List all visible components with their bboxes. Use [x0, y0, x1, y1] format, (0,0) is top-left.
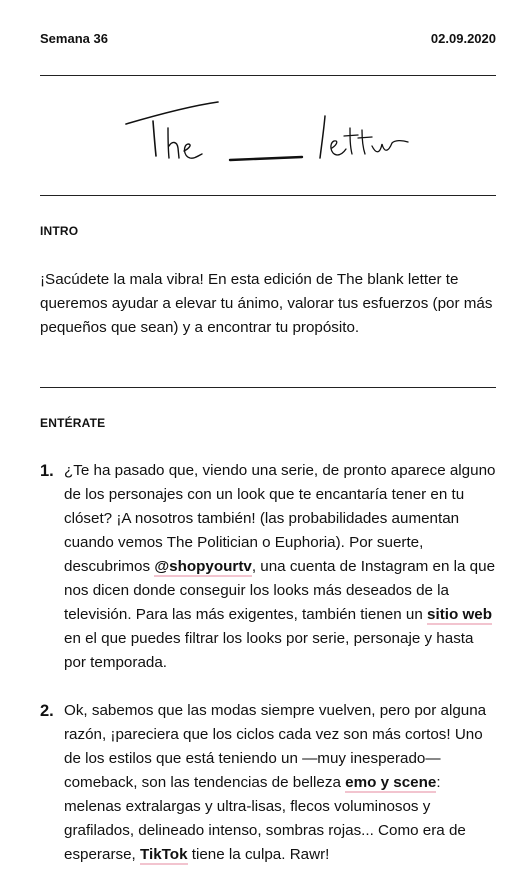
enterate-heading: ENTÉRATE — [40, 416, 106, 430]
intro-divider — [40, 387, 496, 388]
item-number: 1. — [40, 462, 54, 480]
sitio-web-link[interactable]: sitio web — [427, 606, 493, 623]
item-number: 2. — [40, 702, 54, 720]
intro-paragraph: ¡Sacúdete la mala vibra! En esta edición de The blank letter te queremos ayudar a elevar tu ánimo, valorar tus esfuerzos (por más pequeños que sean) y a encontrar tu propósito. — [40, 271, 493, 336]
item-text: ¿Te ha pasado que, viendo una serie, de pronto aparece alguno de los personajes con un look que te encantaría tener en tu clóset? ¡A nosotros también! (las probabilidades aumentan cuando vemos The Politician o Euphoria). Por suerte, descubrimos @shopyourtv, una cuenta de Instagram en la que nos dicen donde conseguir los looks más deseados de la televisión. Para las más exigentes, también tienen un sitio web en el que puedes filtrar los looks por serie, personaje y hasta por temporada. — [64, 462, 496, 671]
emo-y-scene-link[interactable]: emo y scene — [345, 774, 437, 791]
week-label: Semana 36 — [40, 31, 108, 46]
header-meta — [40, 31, 496, 47]
shopyourtv-link[interactable]: @shopyourtv — [154, 558, 252, 575]
tiktok-link[interactable]: TikTok — [139, 846, 188, 863]
top-divider — [40, 75, 496, 76]
the-blank-letter-logo — [120, 96, 420, 176]
item-text: Ok, sabemos que las modas siempre vuelven, pero por alguna razón, ¡pareciera que los ciclos cada vez son más cortos! Uno de los estilos que está teniendo un —muy inesperado— comeback, son las tendencias de belleza emo y scene: melenas extralargas y ultra-lisas, flecos voluminosos y grafilados, delineado intenso, sombras rojas... Como era de esperarse, TikTok tiene la culpa. Rawr! — [64, 702, 487, 863]
logo-divider — [40, 195, 496, 196]
intro-heading: INTRO — [40, 224, 79, 238]
issue-date: 02.09.2020 — [430, 31, 496, 46]
